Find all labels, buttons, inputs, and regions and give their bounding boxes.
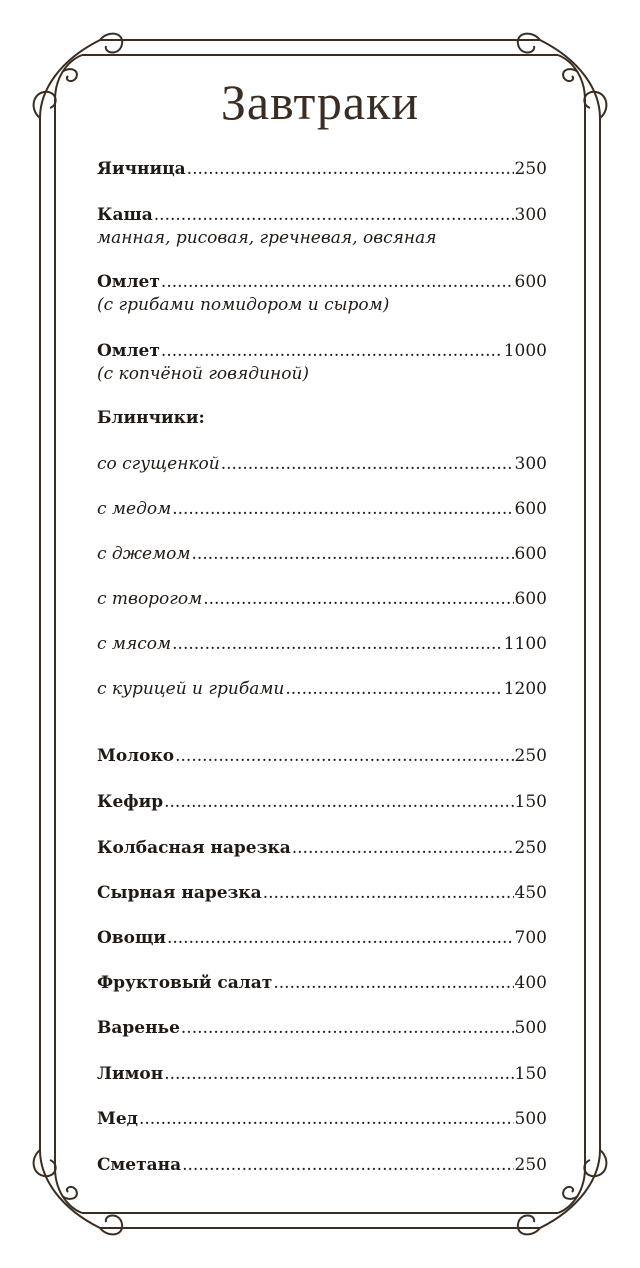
item-price: 600 — [514, 589, 547, 609]
pancake-item — [97, 453, 547, 475]
item-name: Каша — [97, 205, 153, 225]
item-note: манная, рисовая, гречневая, овсяная — [97, 228, 437, 248]
item-price: 400 — [514, 973, 547, 993]
item-name: Варенье — [97, 1018, 180, 1038]
leader-dots — [167, 927, 514, 949]
item-name: Сырная нарезка — [97, 883, 262, 903]
leader-dots — [175, 745, 513, 767]
item-name: Колбасная нарезка — [97, 838, 291, 858]
page-title: Завтраки — [220, 74, 420, 130]
menu-item — [97, 745, 547, 767]
leader-dots — [164, 791, 513, 813]
leader-dots — [161, 271, 514, 293]
leader-dots — [273, 972, 513, 994]
item-price: 600 — [514, 544, 547, 564]
menu-item — [97, 271, 547, 293]
item-name: с курицей и грибами — [97, 679, 285, 699]
pancakes-heading: Блинчики: — [97, 408, 205, 428]
leader-dots — [285, 678, 502, 700]
item-name: с мясом — [97, 634, 172, 654]
item-price: 250 — [514, 159, 547, 179]
leader-dots — [292, 837, 514, 859]
item-name: Мед — [97, 1109, 138, 1129]
item-price: 450 — [514, 883, 547, 903]
item-name: со сгущенкой — [97, 454, 220, 474]
menu-item — [97, 837, 547, 859]
item-price: 250 — [514, 838, 547, 858]
item-note: (с грибами помидором и сыром) — [97, 295, 390, 315]
leader-dots — [154, 204, 514, 226]
item-name: с творогом — [97, 589, 203, 609]
menu-item — [97, 1017, 547, 1039]
menu-item — [97, 972, 547, 994]
menu-item — [97, 791, 547, 813]
pancake-item — [97, 543, 547, 565]
item-name: Овощи — [97, 928, 166, 948]
leader-dots — [221, 453, 514, 475]
item-name: Фруктовый салат — [97, 973, 273, 993]
item-price: 250 — [514, 1155, 547, 1175]
item-name: Сметана — [97, 1155, 182, 1175]
leader-dots — [187, 158, 514, 180]
item-price: 600 — [514, 272, 547, 292]
item-price: 1200 — [503, 679, 547, 699]
item-price: 150 — [514, 792, 547, 812]
pancake-item — [97, 633, 547, 655]
item-price: 150 — [514, 1064, 547, 1084]
item-name: Яичница — [97, 159, 186, 179]
item-name: с медом — [97, 499, 172, 519]
leader-dots — [172, 633, 503, 655]
item-price: 300 — [514, 454, 547, 474]
item-name: Молоко — [97, 746, 175, 766]
pancake-item — [97, 678, 547, 700]
leader-dots — [139, 1108, 514, 1130]
item-price: 700 — [514, 928, 547, 948]
leader-dots — [181, 1017, 514, 1039]
item-price: 1100 — [503, 634, 547, 654]
menu-item — [97, 1063, 547, 1085]
item-name: с джемом — [97, 544, 191, 564]
menu-item — [97, 204, 547, 226]
item-price: 500 — [514, 1018, 547, 1038]
leader-dots — [203, 588, 513, 610]
leader-dots — [161, 340, 503, 362]
leader-dots — [164, 1063, 513, 1085]
item-name: Омлет — [97, 341, 160, 361]
item-name: Лимон — [97, 1064, 164, 1084]
item-price: 1000 — [503, 341, 547, 361]
item-name: Омлет — [97, 272, 160, 292]
item-price: 300 — [514, 205, 547, 225]
pancake-item — [97, 588, 547, 610]
menu-item — [97, 1154, 547, 1176]
item-price: 600 — [514, 499, 547, 519]
leader-dots — [172, 498, 513, 520]
item-note: (с копчёной говядиной) — [97, 364, 310, 384]
menu-item — [97, 927, 547, 949]
item-price: 250 — [514, 746, 547, 766]
item-price: 500 — [514, 1109, 547, 1129]
menu-item — [97, 1108, 547, 1130]
menu-item — [97, 340, 547, 362]
pancake-item — [97, 498, 547, 520]
leader-dots — [182, 1154, 513, 1176]
menu-item — [97, 882, 547, 904]
leader-dots — [192, 543, 514, 565]
menu-item — [97, 158, 547, 180]
item-name: Кефир — [97, 792, 164, 812]
leader-dots — [263, 882, 514, 904]
